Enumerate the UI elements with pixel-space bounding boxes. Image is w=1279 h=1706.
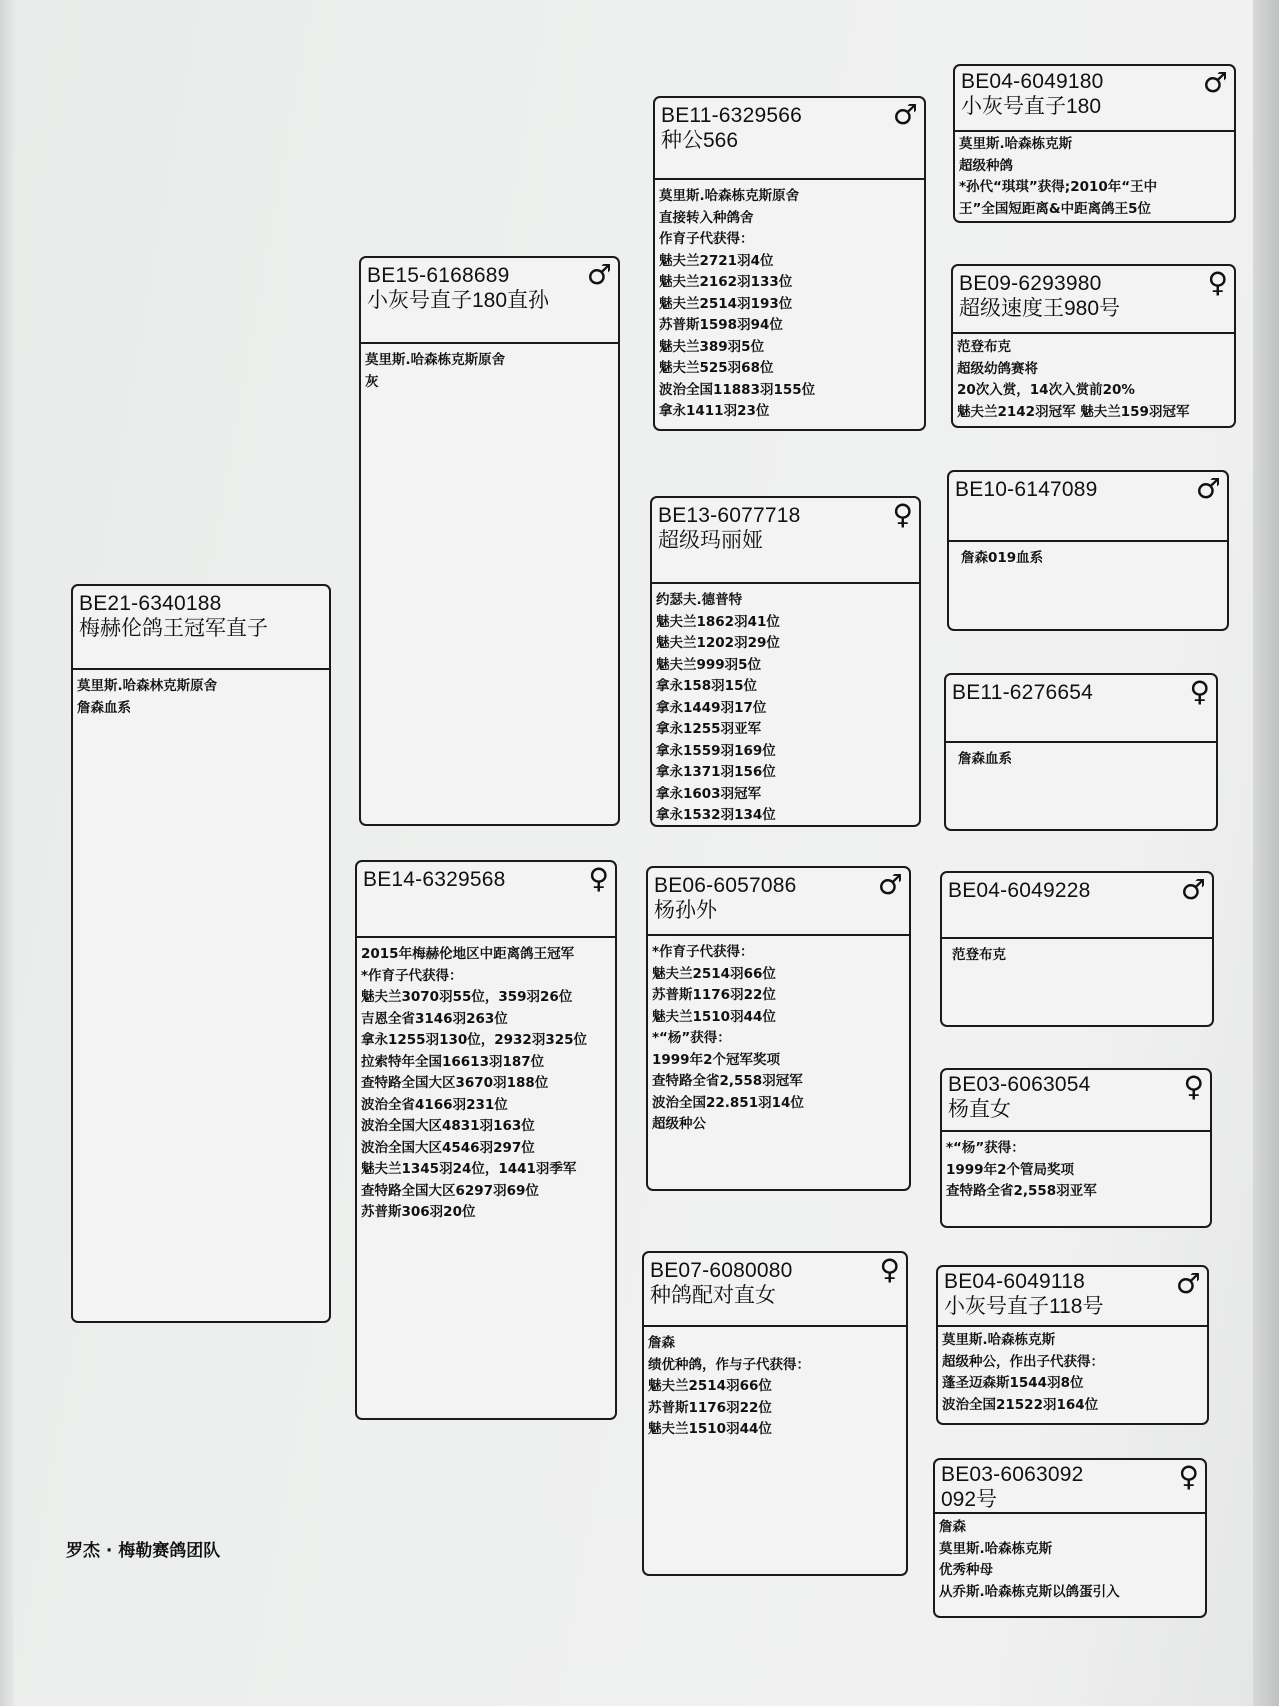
- card-header: [938, 1267, 1207, 1327]
- female-symbol-icon: ♀: [1189, 675, 1210, 708]
- pedigree-card-subject: [71, 584, 331, 1323]
- pedigree-card-dam: [355, 860, 617, 1420]
- note-line: 魅夫兰2142羽冠军 魅夫兰159羽冠军: [957, 403, 1190, 420]
- note-line: 莫里斯.哈森栋克斯原舍: [659, 188, 800, 204]
- note-line: 波治全国大区4546羽297位: [361, 1139, 535, 1156]
- male-symbol-icon: ♂: [892, 98, 918, 131]
- note-line: 2015年梅赫伦地区中距离鸽王冠军: [361, 946, 575, 962]
- pedigree-card-dam-sire: [646, 866, 911, 1191]
- card-header: [935, 1460, 1205, 1514]
- bird-name: 超级速度王980号: [959, 297, 1121, 320]
- female-symbol-icon: ♀: [879, 1253, 900, 1286]
- card-header: [942, 1070, 1210, 1132]
- note-line: 1999年2个管局奖项: [946, 1161, 1074, 1178]
- note-line: 魅夫兰2721羽4位: [659, 252, 774, 269]
- pedigree-card-dds: [936, 1265, 1209, 1425]
- ring-number: BE04-6049228: [948, 879, 1091, 902]
- bird-name: 种公566: [661, 129, 739, 152]
- bird-name: 小灰号直子180: [961, 95, 1102, 118]
- note-line: 魅夫兰1202羽29位: [656, 635, 780, 651]
- note-line: 莫里斯.哈森栋克斯: [959, 136, 1073, 152]
- pedigree-card-sire-sire: [653, 96, 926, 431]
- card-notes: [935, 1514, 1205, 1603]
- female-symbol-icon: ♀: [892, 498, 913, 531]
- card-header: [955, 66, 1234, 132]
- pedigree-card-sds: [947, 470, 1229, 631]
- card-header: [953, 266, 1234, 334]
- note-line: 莫里斯.哈森栋克斯原舍: [365, 352, 506, 368]
- card-notes: [357, 938, 615, 1224]
- pedigree-card-sire-dam: [650, 496, 921, 827]
- note-line: *作育子代获得：: [652, 944, 754, 960]
- ring-number: BE07-6080080: [650, 1259, 793, 1282]
- bird-name: 种鸽配对直女: [650, 1284, 776, 1307]
- male-symbol-icon: ♂: [877, 868, 903, 901]
- note-line: 莫里斯.哈森栋克斯: [942, 1332, 1056, 1348]
- pedigree-card-sire: [359, 256, 620, 826]
- bird-name: 092号: [941, 1488, 998, 1511]
- note-line: 拉索特年全国16613羽187位: [361, 1053, 545, 1070]
- ring-number: BE15-6168689: [367, 264, 510, 287]
- note-line: 波治全国21522羽164位: [942, 1396, 1099, 1413]
- ring-number: BE11-6276654: [952, 681, 1093, 704]
- note-line: 范登布克: [957, 339, 1011, 355]
- card-notes: [73, 670, 329, 719]
- card-header: [357, 862, 615, 938]
- female-symbol-icon: ♀: [1183, 1070, 1204, 1103]
- bird-name: 杨直女: [948, 1098, 1011, 1121]
- male-symbol-icon: ♂: [1195, 472, 1221, 505]
- note-line: 莫里斯.哈森栋克斯: [939, 1540, 1053, 1557]
- card-notes: [946, 743, 1216, 771]
- note-line: 超级种公，作出子代获得：: [942, 1353, 1104, 1370]
- note-line: 魅夫兰3070羽55位，359羽26位: [361, 989, 573, 1005]
- bird-name: 小灰号直子118号: [944, 1295, 1104, 1318]
- card-header: [73, 586, 329, 670]
- card-notes: [942, 1132, 1210, 1203]
- note-line: 查特路全省2,558羽冠军: [652, 1073, 803, 1089]
- card-header: [942, 873, 1212, 939]
- note-line: 拿永1532羽134位: [656, 807, 776, 823]
- pedigree-card-sss: [953, 64, 1236, 223]
- note-line: 魅夫兰2514羽66位: [648, 1378, 772, 1394]
- ring-number: BE06-6057086: [654, 874, 797, 897]
- note-line: 波治全国大区4831羽163位: [361, 1118, 535, 1134]
- note-line: 魅夫兰999羽5位: [656, 656, 762, 673]
- note-line: 魅夫兰525羽68位: [659, 360, 774, 376]
- note-line: 詹森血系: [958, 751, 1012, 767]
- pedigree-card-dsd: [940, 1068, 1212, 1228]
- card-notes: [942, 939, 1212, 967]
- card-notes: [953, 334, 1234, 423]
- note-line: 吉恩全省3146羽263位: [361, 1010, 508, 1027]
- note-line: 詹森: [648, 1335, 675, 1351]
- card-notes: [652, 584, 919, 827]
- card-notes: [955, 132, 1234, 220]
- card-header: [655, 98, 924, 180]
- card-notes: [655, 180, 924, 423]
- note-line: 拿永1255羽亚军: [656, 721, 762, 737]
- card-notes: [949, 542, 1227, 570]
- male-symbol-icon: ♂: [1202, 66, 1228, 99]
- pedigree-card-dam-dam: [642, 1251, 908, 1576]
- note-line: 莫里斯.哈森林克斯原舍: [77, 678, 218, 694]
- female-symbol-icon: ♀: [1178, 1460, 1199, 1493]
- note-line: 魅夫兰1345羽24位，1441羽季军: [361, 1161, 577, 1177]
- note-line: 魅夫兰2162羽133位: [659, 274, 793, 290]
- note-line: 魅夫兰2514羽66位: [652, 965, 776, 982]
- note-line: 詹森019血系: [961, 550, 1044, 566]
- note-line: *孙代“琪琪”获得;2010年“王中: [959, 179, 1158, 195]
- card-header: [644, 1253, 906, 1327]
- page-right-edge: [1253, 0, 1279, 1706]
- note-line: 王”全国短距离&中距离鸽王5位: [959, 200, 1152, 217]
- pedigree-card-ssd: [951, 264, 1236, 428]
- note-line: 蓬圣迈森斯1544羽8位: [942, 1375, 1084, 1391]
- note-line: 魅夫兰1510羽44位: [652, 1008, 776, 1025]
- male-symbol-icon: ♂: [1180, 873, 1206, 906]
- pedigree-card-dss: [940, 871, 1214, 1027]
- ring-number: BE21-6340188: [79, 592, 222, 615]
- male-symbol-icon: ♂: [1175, 1267, 1201, 1300]
- note-line: 拿永1411羽23位: [659, 403, 770, 419]
- note-line: 詹森血系: [77, 699, 131, 716]
- note-line: *“杨”获得：: [652, 1030, 731, 1046]
- ring-number: BE13-6077718: [658, 504, 801, 527]
- pedigree-card-sdd: [944, 673, 1218, 831]
- ring-number: BE14-6329568: [363, 868, 506, 891]
- note-line: 苏普斯306羽20位: [361, 1204, 476, 1220]
- note-line: 从乔斯.哈森栋克斯以鸽蛋引入: [939, 1583, 1120, 1600]
- note-line: 波治全国11883羽155位: [659, 381, 816, 398]
- note-line: 作育子代获得：: [659, 231, 754, 247]
- ring-number: BE09-6293980: [959, 272, 1102, 295]
- bird-name: 杨孙外: [654, 899, 717, 922]
- pedigree-card-ddd: [933, 1458, 1207, 1618]
- note-line: 魅夫兰1862羽41位: [656, 613, 780, 630]
- note-line: 魅夫兰2514羽193位: [659, 295, 793, 312]
- note-line: 苏普斯1176羽22位: [652, 987, 776, 1003]
- ring-number: BE04-6049180: [961, 70, 1104, 93]
- note-line: 查特路全国大区3670羽188位: [361, 1075, 549, 1091]
- ring-number: BE03-6063092: [941, 1463, 1084, 1486]
- note-line: *“杨”获得：: [946, 1140, 1025, 1156]
- note-line: 拿永158羽15位: [656, 678, 757, 694]
- note-line: 拿永1449羽17位: [656, 699, 767, 716]
- note-line: 拿永1603羽冠军: [656, 785, 762, 802]
- card-notes: [938, 1327, 1207, 1416]
- note-line: 拿永1559羽169位: [656, 742, 776, 759]
- bird-name: 超级玛丽娅: [658, 529, 763, 552]
- bird-name: 小灰号直子180直孙: [367, 289, 550, 312]
- card-notes: [361, 344, 618, 393]
- note-line: 拿永1371羽156位: [656, 764, 776, 780]
- note-line: 超级种公: [652, 1116, 706, 1132]
- note-line: 1999年2个冠军奖项: [652, 1051, 780, 1068]
- note-line: 超级幼鸽赛将: [957, 360, 1038, 377]
- note-line: 苏普斯1176羽22位: [648, 1399, 772, 1416]
- card-notes: [644, 1327, 906, 1441]
- note-line: 魅夫兰389羽5位: [659, 338, 765, 355]
- note-line: 绩优种鸽，作与子代获得：: [648, 1356, 810, 1373]
- page-left-edge: [0, 0, 14, 1706]
- note-line: 魅夫兰1510羽44位: [648, 1421, 772, 1437]
- note-line: 詹森: [939, 1519, 966, 1535]
- note-line: 波治全省4166羽231位: [361, 1096, 508, 1113]
- male-symbol-icon: ♂: [586, 258, 612, 291]
- note-line: 苏普斯1598羽94位: [659, 317, 783, 333]
- note-line: 波治全国22.851羽14位: [652, 1094, 804, 1111]
- ring-number: BE04-6049118: [944, 1270, 1085, 1293]
- note-line: 灰: [365, 373, 379, 390]
- note-line: 范登布克: [952, 947, 1006, 963]
- ring-number: BE11-6329566: [661, 104, 802, 127]
- note-line: 查特路全国大区6297羽69位: [361, 1182, 539, 1199]
- card-header: [648, 868, 909, 936]
- card-header: [949, 472, 1227, 542]
- female-symbol-icon: ♀: [1207, 266, 1228, 299]
- note-line: 直接转入种鸽舍: [659, 209, 754, 226]
- ring-number: BE03-6063054: [948, 1073, 1091, 1096]
- card-header: [652, 498, 919, 584]
- team-footer: 罗杰 · 梅勒赛鸽团队: [66, 1541, 221, 1561]
- note-line: 20次入赏，14次入赏前20%: [957, 382, 1135, 398]
- note-line: 约瑟夫.德普特: [656, 592, 743, 608]
- note-line: 拿永1255羽130位，2932羽325位: [361, 1032, 588, 1048]
- note-line: *作育子代获得：: [361, 967, 463, 984]
- bird-name: 梅赫伦鸽王冠军直子: [79, 617, 268, 640]
- female-symbol-icon: ♀: [588, 862, 609, 895]
- note-line: 查特路全省2,558羽亚军: [946, 1183, 1097, 1199]
- note-line: 超级种鸽: [959, 157, 1013, 174]
- card-header: [361, 258, 618, 344]
- ring-number: BE10-6147089: [955, 478, 1098, 501]
- card-header: [946, 675, 1216, 743]
- card-notes: [648, 936, 909, 1136]
- note-line: 优秀种母: [939, 1562, 993, 1578]
